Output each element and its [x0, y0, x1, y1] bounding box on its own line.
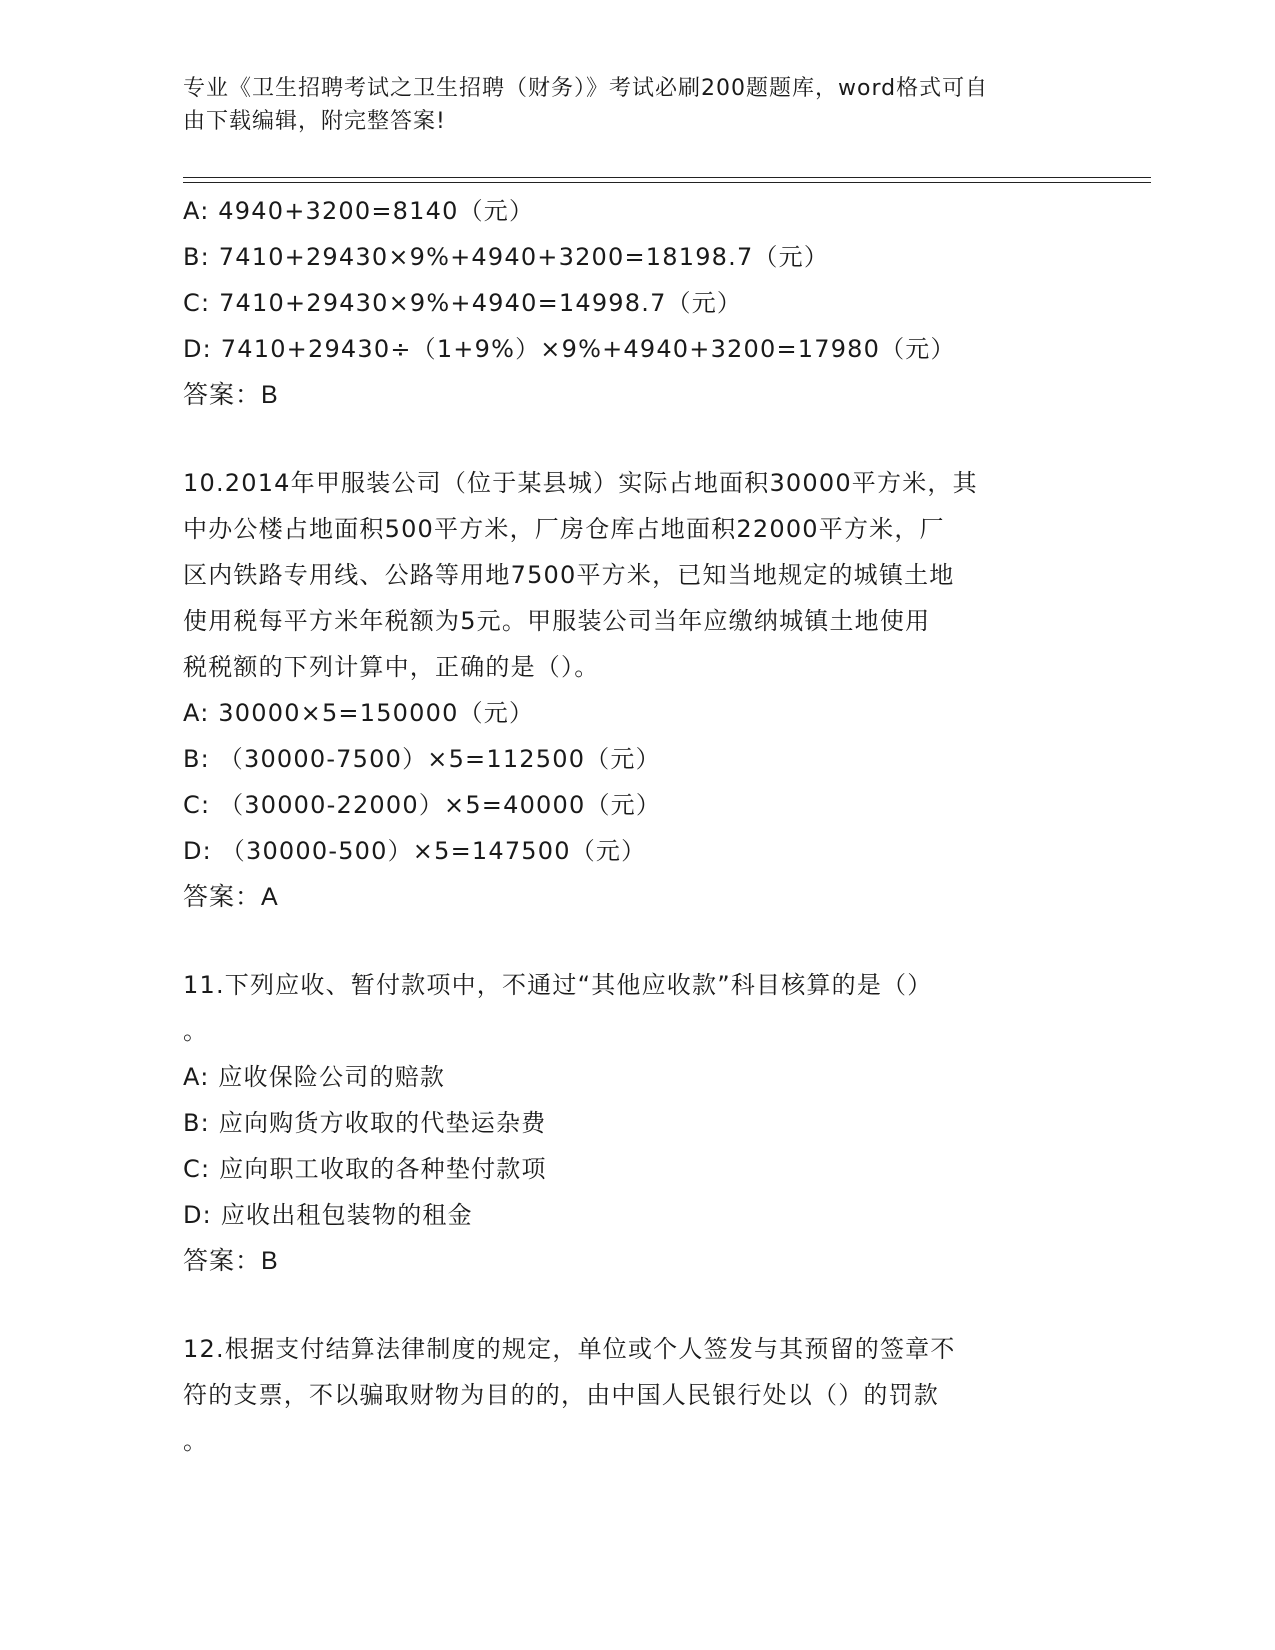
option-c: C: 7410+29430×9%+4940=14998.7（元） [183, 289, 743, 317]
header-line-2: 由下载编辑，附完整答案! [183, 109, 446, 134]
question-11 [183, 962, 1083, 1284]
question-12 [183, 1326, 1083, 1464]
question-10 [183, 460, 1083, 920]
question-text-line: 税税额的下列计算中，正确的是（）。 [183, 653, 600, 681]
question-text-line: 。 [183, 1017, 209, 1045]
option-d: D: 7410+29430÷（1+9%）×9%+4940+3200=17980（元） [183, 335, 956, 363]
question-text-line: 中办公楼占地面积500平方米，厂房仓库占地面积22000平方米，厂 [183, 515, 945, 543]
answer: 答案：B [183, 1247, 279, 1275]
question-text-line: 11.下列应收、暂付款项中，不通过“其他应收款”科目核算的是（） [183, 971, 933, 999]
question-text-line: 10.2014年甲服装公司（位于某县城）实际占地面积30000平方米，其 [183, 469, 978, 497]
header-divider-top [183, 177, 1151, 178]
question-text-line: 。 [183, 1427, 209, 1455]
question-text-line: 符的支票，不以骗取财物为目的的，由中国人民银行处以（）的罚款 [183, 1381, 939, 1409]
question-text-line: 使用税每平方米年税额为5元。甲服装公司当年应缴纳城镇土地使用 [183, 607, 931, 635]
answer: 答案：B [183, 381, 279, 409]
option-a: A: 30000×5=150000（元） [183, 699, 535, 727]
page-header [183, 72, 1063, 138]
option-b: B: 应向购货方收取的代垫运杂费 [183, 1109, 547, 1137]
option-d: D: 应收出租包装物的租金 [183, 1201, 473, 1229]
header-divider-bottom [183, 182, 1151, 183]
option-d: D: （30000-500）×5=147500（元） [183, 837, 647, 865]
option-a: A: 4940+3200=8140（元） [183, 197, 535, 225]
option-b: B: 7410+29430×9%+4940+3200=18198.7（元） [183, 243, 830, 271]
header-line-1: 专业《卫生招聘考试之卫生招聘（财务）》考试必刷200题题库，word格式可自 [183, 76, 989, 101]
option-c: C: （30000-22000）×5=40000（元） [183, 791, 662, 819]
question-9 [183, 188, 1083, 418]
document-content [183, 188, 1083, 1464]
question-text-line: 12.根据支付结算法律制度的规定，单位或个人签发与其预留的签章不 [183, 1335, 956, 1363]
option-a: A: 应收保险公司的赔款 [183, 1063, 446, 1091]
option-c: C: 应向职工收取的各种垫付款项 [183, 1155, 547, 1183]
answer: 答案：A [183, 883, 279, 911]
question-text-line: 区内铁路专用线、公路等用地7500平方米，已知当地规定的城镇土地 [183, 561, 955, 589]
option-b: B: （30000-7500）×5=112500（元） [183, 745, 661, 773]
